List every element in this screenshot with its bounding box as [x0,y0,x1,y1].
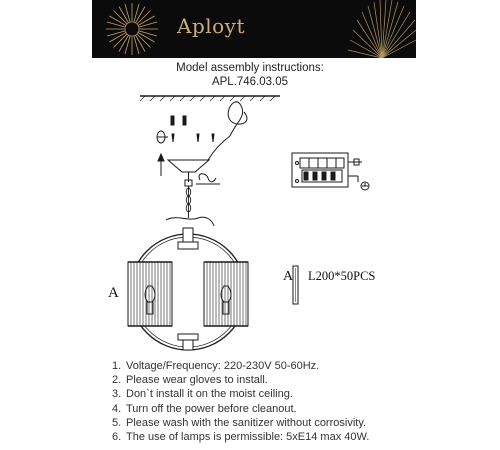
list-item [112,416,369,430]
hook-icon [196,174,220,184]
list-item [112,387,369,401]
wall-plug-icon [171,116,186,125]
list-item [112,402,369,416]
part-label-a-legend: A [283,269,294,284]
part-label-a: A [108,285,119,301]
part-spec: L200*50PCS [308,269,376,283]
page-title: Model assembly instructions: [176,62,324,74]
terminal-block-icon [292,153,362,187]
hanging-wire [166,217,214,226]
rotate-icon [157,131,168,143]
list-item [112,430,369,444]
item-number: 4. [112,402,122,415]
item-number: 5. [112,416,122,429]
item-number: 3. [112,388,122,401]
item-number: 2. [112,374,122,387]
arrow-up-icon [158,154,164,176]
power-wire [228,102,247,136]
crystal-drum-right [204,262,248,326]
crystal-drum-left [128,262,172,326]
ground-icon [361,182,369,190]
brand-name: Aployt [177,14,246,38]
sunburst-logo-icon [92,0,416,58]
item-text: Turn off the power before cleanout. [126,402,297,415]
item-text: Please wear gloves to install. [126,374,268,387]
crystal-bar-part [293,266,298,304]
ceiling-canopy [168,160,209,172]
instructions-list [112,359,369,444]
item-text: The use of lamps is permissible: 5xE14 max 40W. [126,431,370,444]
model-number: APL.746.03.05 [211,76,289,88]
item-text: Please wash with the sanitizer without corrosivity. [126,416,367,429]
screw-icon [172,134,214,142]
item-number: 6. [112,431,122,444]
list-item [112,373,369,387]
chain [186,186,190,218]
brand-banner [92,0,416,58]
item-text: Don`t install it on the moist ceiling. [126,388,293,401]
item-text: Voltage/Frequency: 220-230V 50-60Hz. [126,360,320,372]
list-item [112,359,369,373]
assembly-diagram [0,92,500,357]
item-number: 1. [112,360,122,372]
